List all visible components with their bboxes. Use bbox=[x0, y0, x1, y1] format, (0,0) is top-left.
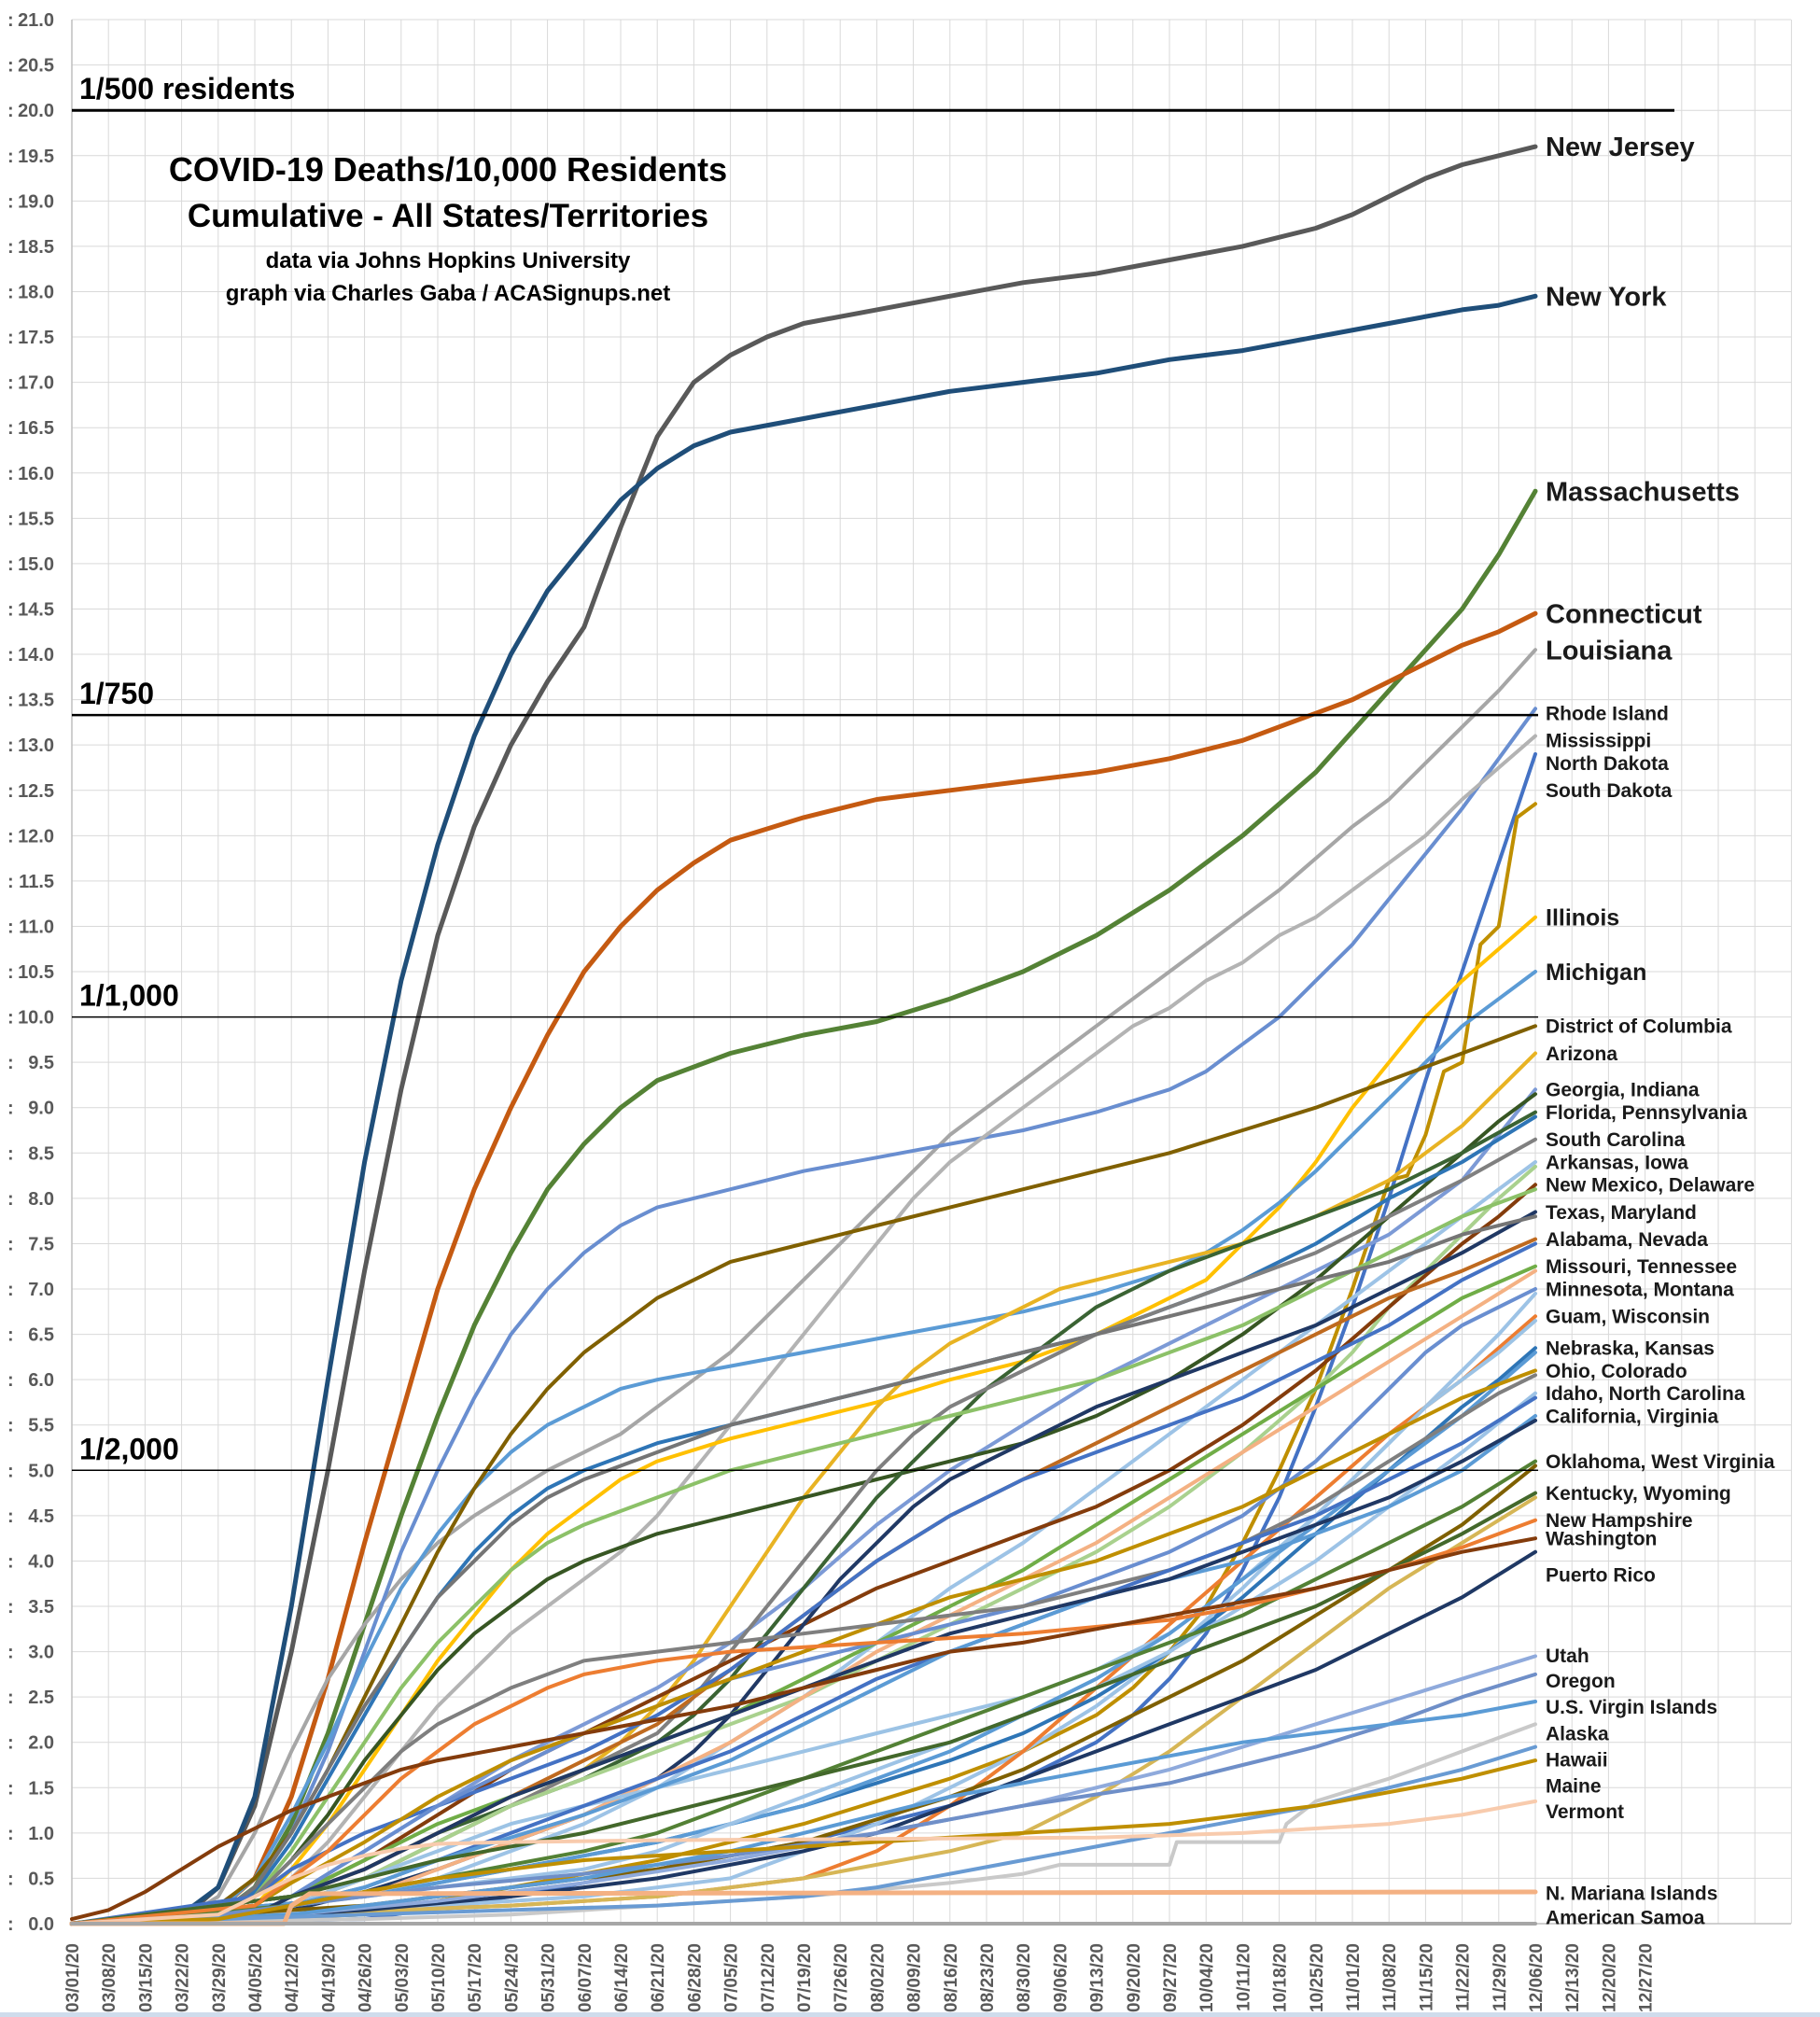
series-label-idaho: Idaho, North Carolina bbox=[1546, 1383, 1745, 1406]
x-tick-label: 08/16/20 bbox=[941, 1943, 961, 2012]
y-tick-mark: : bbox=[7, 826, 14, 847]
x-tick-label: 03/08/20 bbox=[100, 1943, 120, 2012]
x-tick-label: 06/21/20 bbox=[649, 1943, 669, 2012]
y-tick-mark: : bbox=[7, 1778, 14, 1800]
x-tick-label: 04/05/20 bbox=[246, 1943, 266, 2012]
x-tick-label: 03/15/20 bbox=[136, 1943, 157, 2012]
series-label-alabama: Alabama, Nevada bbox=[1546, 1228, 1708, 1251]
x-tick-label: 05/03/20 bbox=[392, 1943, 413, 2012]
y-tick-label: 1.5 bbox=[28, 1778, 54, 1800]
y-tick-label: 13.0 bbox=[18, 735, 54, 757]
series-label-utah: Utah bbox=[1546, 1645, 1589, 1667]
series-label-georgia: Georgia, Indiana bbox=[1546, 1079, 1700, 1101]
chart-title-block bbox=[105, 146, 791, 309]
series-label-ohio: Ohio, Colorado bbox=[1546, 1360, 1687, 1382]
series-label-south-carolina: South Carolina bbox=[1546, 1129, 1686, 1152]
y-tick-label: 6.0 bbox=[28, 1370, 54, 1392]
y-tick-mark: : bbox=[7, 101, 14, 122]
series-label-maine: Maine bbox=[1546, 1775, 1602, 1798]
y-tick-mark: : bbox=[7, 871, 14, 892]
series-end-labels bbox=[1546, 133, 1775, 1928]
y-tick-label: 5.0 bbox=[28, 1461, 54, 1482]
y-tick-mark: : bbox=[7, 372, 14, 394]
x-tick-label: 12/27/20 bbox=[1636, 1943, 1657, 2012]
y-tick-mark: : bbox=[7, 1823, 14, 1844]
x-tick-label: 10/25/20 bbox=[1307, 1943, 1327, 2012]
y-tick-label: 17.0 bbox=[18, 372, 54, 394]
x-tick-label: 10/04/20 bbox=[1197, 1943, 1218, 2012]
series-label-texas: Texas, Maryland bbox=[1546, 1201, 1697, 1224]
series-label-rhode-island: Rhode Island bbox=[1546, 703, 1669, 725]
y-tick-label: 5.5 bbox=[28, 1415, 54, 1436]
y-tick-label: 15.0 bbox=[18, 553, 54, 575]
y-tick-mark: : bbox=[7, 780, 14, 802]
chart-credit-graph: graph via Charles Gaba / ACASignups.net bbox=[225, 280, 671, 306]
chart-credit-data: data via Johns Hopkins University bbox=[265, 248, 631, 274]
y-tick-label: 3.5 bbox=[28, 1597, 54, 1618]
series-label-illinois: Illinois bbox=[1546, 904, 1620, 931]
y-tick-mark: : bbox=[7, 1914, 14, 1935]
y-tick-label: 12.5 bbox=[18, 780, 54, 802]
x-tick-label: 07/26/20 bbox=[832, 1943, 852, 2012]
y-tick-label: 12.0 bbox=[18, 826, 54, 847]
y-tick-label: 6.5 bbox=[28, 1324, 54, 1346]
y-tick-label: 7.5 bbox=[28, 1234, 54, 1255]
y-tick-label: 18.0 bbox=[18, 282, 54, 303]
y-tick-label: 15.5 bbox=[18, 509, 54, 530]
y-tick-mark: : bbox=[7, 1551, 14, 1573]
y-tick-label: 19.0 bbox=[18, 191, 54, 213]
y-tick-label: 11.0 bbox=[19, 917, 54, 938]
series-label-n-mariana-islands: N. Mariana Islands bbox=[1546, 1883, 1718, 1905]
x-tick-label: 05/10/20 bbox=[429, 1943, 449, 2012]
ref-line-label-1-500-residents: 1/500 residents bbox=[79, 72, 296, 106]
series-label-alaska: Alaska bbox=[1546, 1723, 1609, 1745]
y-tick-label: 9.5 bbox=[28, 1053, 54, 1074]
x-tick-label: 06/07/20 bbox=[575, 1943, 595, 2012]
chart-title: COVID-19 Deaths/10,000 Residents bbox=[168, 150, 728, 189]
x-tick-label: 08/02/20 bbox=[868, 1943, 889, 2012]
series-label-u-s-virgin-islands: U.S. Virgin Islands bbox=[1546, 1697, 1717, 1719]
x-tick-label: 12/06/20 bbox=[1527, 1943, 1547, 2012]
y-tick-label: 13.5 bbox=[18, 690, 54, 711]
window-bottom-edge bbox=[0, 2012, 1820, 2017]
x-tick-label: 10/11/20 bbox=[1234, 1943, 1254, 2011]
x-tick-label: 03/01/20 bbox=[63, 1943, 83, 2012]
x-tick-label: 03/22/20 bbox=[173, 1943, 193, 2012]
y-tick-mark: : bbox=[7, 1324, 14, 1346]
y-tick-mark: : bbox=[7, 962, 14, 984]
series-label-nebraska: Nebraska, Kansas bbox=[1546, 1338, 1715, 1360]
x-tick-label: 08/23/20 bbox=[978, 1943, 998, 2012]
y-tick-mark: : bbox=[7, 1461, 14, 1482]
x-tick-label: 07/12/20 bbox=[758, 1943, 778, 2012]
y-tick-label: 10.0 bbox=[18, 1007, 54, 1029]
ref-line-label-1-1-000: 1/1,000 bbox=[79, 978, 179, 1013]
y-tick-mark: : bbox=[7, 236, 14, 258]
x-tick-label: 07/05/20 bbox=[721, 1943, 742, 2012]
y-tick-mark: : bbox=[7, 917, 14, 938]
x-tick-label: 11/01/20 bbox=[1344, 1943, 1364, 2011]
y-tick-label: 4.5 bbox=[28, 1506, 54, 1527]
y-tick-label: 2.0 bbox=[28, 1732, 54, 1754]
y-tick-label: 8.0 bbox=[28, 1188, 54, 1210]
x-tick-label: 08/30/20 bbox=[1015, 1943, 1035, 2012]
series-label-new-hampshire: New Hampshire bbox=[1546, 1510, 1693, 1533]
y-tick-mark: : bbox=[7, 1053, 14, 1074]
x-tick-label: 04/12/20 bbox=[283, 1943, 303, 2012]
y-tick-label: 0.5 bbox=[28, 1869, 54, 1890]
ref-line-label-1-2-000: 1/2,000 bbox=[79, 1432, 179, 1466]
y-tick-label: 10.5 bbox=[18, 962, 54, 984]
series-label-michigan: Michigan bbox=[1546, 959, 1647, 986]
x-tick-label: 05/31/20 bbox=[539, 1943, 559, 2012]
y-tick-mark: : bbox=[7, 1143, 14, 1165]
series-label-mississippi: Mississippi bbox=[1546, 730, 1652, 752]
y-tick-mark: : bbox=[7, 1280, 14, 1301]
y-tick-mark: : bbox=[7, 1188, 14, 1210]
x-tick-label: 09/13/20 bbox=[1087, 1943, 1108, 2012]
series-label-south-dakota: South Dakota bbox=[1546, 780, 1673, 803]
x-tick-label: 04/19/20 bbox=[319, 1943, 340, 2012]
y-tick-mark: : bbox=[7, 282, 14, 303]
y-tick-label: 3.0 bbox=[28, 1642, 54, 1663]
x-tick-label: 11/29/20 bbox=[1490, 1943, 1510, 2011]
y-tick-mark: : bbox=[7, 191, 14, 213]
y-tick-mark: : bbox=[7, 645, 14, 666]
x-tick-label: 07/19/20 bbox=[795, 1943, 815, 2012]
y-tick-mark: : bbox=[7, 735, 14, 757]
series-label-louisiana: Louisiana bbox=[1546, 636, 1673, 666]
y-tick-mark: : bbox=[7, 509, 14, 530]
series-label-arizona: Arizona bbox=[1546, 1043, 1618, 1065]
series-label-arkansas: Arkansas, Iowa bbox=[1546, 1152, 1688, 1174]
ref-line-label-1-750: 1/750 bbox=[79, 677, 155, 711]
x-tick-label: 09/06/20 bbox=[1051, 1943, 1071, 2012]
y-tick-label: 19.5 bbox=[18, 146, 54, 167]
series-label-american-samoa: American Samoa bbox=[1546, 1907, 1705, 1929]
y-tick-mark: : bbox=[7, 1234, 14, 1255]
series-label-kentucky: Kentucky, Wyoming bbox=[1546, 1482, 1731, 1505]
y-tick-label: 16.0 bbox=[18, 463, 54, 484]
y-tick-mark: : bbox=[7, 1688, 14, 1709]
y-tick-label: 21.0 bbox=[18, 10, 54, 32]
y-tick-label: 11.5 bbox=[19, 871, 54, 892]
y-tick-label: 1.0 bbox=[28, 1823, 54, 1844]
x-tick-label: 11/08/20 bbox=[1380, 1943, 1401, 2011]
y-tick-mark: : bbox=[7, 55, 14, 77]
y-tick-label: 0.0 bbox=[28, 1914, 54, 1935]
x-tick-label: 04/26/20 bbox=[356, 1943, 376, 2012]
y-tick-label: 18.5 bbox=[18, 236, 54, 258]
series-label-massachusetts: Massachusetts bbox=[1546, 477, 1740, 508]
y-tick-label: 9.0 bbox=[28, 1098, 54, 1119]
y-tick-label: 2.5 bbox=[28, 1688, 54, 1709]
y-tick-label: 8.5 bbox=[28, 1143, 54, 1165]
x-tick-label: 05/17/20 bbox=[466, 1943, 486, 2012]
y-tick-mark: : bbox=[7, 1415, 14, 1436]
x-tick-label: 05/24/20 bbox=[502, 1943, 523, 2012]
series-label-oregon: Oregon bbox=[1546, 1671, 1616, 1693]
y-tick-label: 16.5 bbox=[18, 418, 54, 440]
y-tick-mark: : bbox=[7, 418, 14, 440]
series-label-new-york: New York bbox=[1546, 282, 1667, 313]
y-tick-mark: : bbox=[7, 1597, 14, 1618]
y-tick-label: 14.0 bbox=[18, 645, 54, 666]
y-tick-mark: : bbox=[7, 463, 14, 484]
y-tick-label: 14.5 bbox=[18, 599, 54, 621]
y-tick-label: 4.0 bbox=[28, 1551, 54, 1573]
y-tick-mark: : bbox=[7, 1642, 14, 1663]
y-tick-mark: : bbox=[7, 1370, 14, 1392]
x-tick-label: 12/13/20 bbox=[1563, 1943, 1584, 2012]
y-tick-mark: : bbox=[7, 1869, 14, 1890]
y-tick-label: 20.0 bbox=[18, 101, 54, 122]
series-label-california: California, Virginia bbox=[1546, 1406, 1719, 1428]
y-tick-mark: : bbox=[7, 10, 14, 32]
series-label-new-mexico: New Mexico, Delaware bbox=[1546, 1174, 1756, 1197]
series-label-puerto-rico: Puerto Rico bbox=[1546, 1564, 1656, 1587]
series-label-florida: Florida, Pennsylvania bbox=[1546, 1101, 1747, 1124]
y-tick-mark: : bbox=[7, 690, 14, 711]
x-tick-label: 12/20/20 bbox=[1600, 1943, 1620, 2012]
y-tick-mark: : bbox=[7, 146, 14, 167]
y-tick-label: 17.5 bbox=[18, 328, 54, 349]
y-tick-mark: : bbox=[7, 1098, 14, 1119]
chart-subtitle: Cumulative - All States/Territories bbox=[187, 198, 709, 235]
y-tick-mark: : bbox=[7, 328, 14, 349]
x-tick-label: 09/27/20 bbox=[1161, 1943, 1181, 2012]
x-tick-label: 11/15/20 bbox=[1417, 1943, 1437, 2011]
y-tick-mark: : bbox=[7, 553, 14, 575]
y-tick-mark: : bbox=[7, 599, 14, 621]
series-label-new-jersey: New Jersey bbox=[1546, 133, 1695, 163]
series-label-connecticut: Connecticut bbox=[1546, 599, 1702, 630]
series-label-district-of-columbia: District of Columbia bbox=[1546, 1016, 1732, 1038]
series-label-washington: Washington bbox=[1546, 1528, 1658, 1550]
y-tick-mark: : bbox=[7, 1506, 14, 1527]
y-tick-label: 20.5 bbox=[18, 55, 54, 77]
y-tick-mark: : bbox=[7, 1007, 14, 1029]
x-tick-label: 10/18/20 bbox=[1270, 1943, 1291, 2012]
series-label-minnesota: Minnesota, Montana bbox=[1546, 1279, 1734, 1301]
y-tick-label: 7.0 bbox=[28, 1280, 54, 1301]
series-label-hawaii: Hawaii bbox=[1546, 1749, 1608, 1772]
x-tick-label: 06/28/20 bbox=[685, 1943, 706, 2012]
series-label-guam: Guam, Wisconsin bbox=[1546, 1306, 1711, 1328]
series-label-oklahoma: Oklahoma, West Virginia bbox=[1546, 1450, 1775, 1473]
series-label-north-dakota: North Dakota bbox=[1546, 752, 1669, 775]
x-tick-label: 09/20/20 bbox=[1124, 1943, 1144, 2012]
series-label-vermont: Vermont bbox=[1546, 1800, 1625, 1823]
x-tick-label: 03/29/20 bbox=[209, 1943, 230, 2012]
x-tick-label: 11/22/20 bbox=[1453, 1943, 1474, 2011]
x-tick-label: 08/09/20 bbox=[904, 1943, 925, 2012]
y-tick-mark: : bbox=[7, 1732, 14, 1754]
x-tick-label: 06/14/20 bbox=[612, 1943, 632, 2012]
series-label-missouri: Missouri, Tennessee bbox=[1546, 1256, 1738, 1279]
